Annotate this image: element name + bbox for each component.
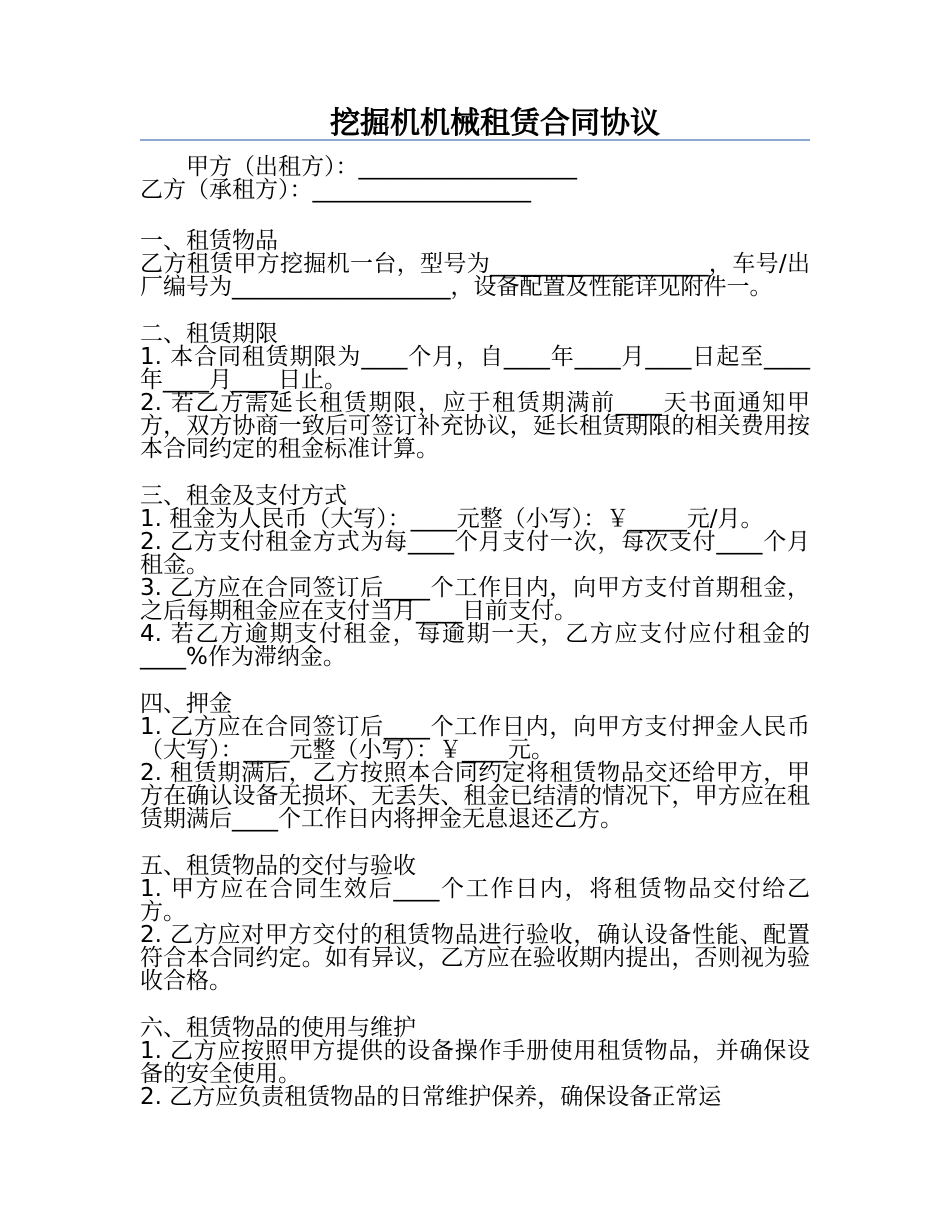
section-heading: 三、租金及支付方式 [140, 483, 347, 509]
section-paragraph: 1. 甲方应在合同生效后____个工作日内，将租赁物品交付给乙方。 [140, 876, 810, 925]
section-paragraph: 2. 租赁期满后，乙方按照本合同约定将租赁物品交还给甲方，甲方在确认设备无损坏、无丢失、租金已结清的情况下，甲方应在租赁期满后____个工作日内将押金无息退还乙方。 [140, 760, 810, 832]
section-paragraph: 2. 乙方应对甲方交付的租赁物品进行验收，确认设备性能、配置符合本合同约定。如有异议，乙方应在验收期内提出，否则视为验收合格。 [140, 922, 810, 994]
section-paragraph: 乙方租赁甲方挖掘机一台，型号为___________________，车号/出厂编号为___________________，设备配置及性能详见附件一。 [140, 251, 810, 300]
section-paragraph: 1. 租金为人民币（大写）：____元整（小写）：￥_____元/月。 [140, 506, 764, 532]
section-paragraph: 1. 乙方应在合同签订后____个工作日内，向甲方支付押金人民币（大写）：____元整（小写）：￥____元。 [140, 714, 810, 763]
section-paragraph: 1. 乙方应按照甲方提供的设备操作手册使用租赁物品，并确保设备的安全使用。 [140, 1038, 810, 1087]
section-paragraph: 3. 乙方应在合同签订后____个工作日内，向甲方支付首期租金，之后每期租金应在支付当月____日前支付。 [140, 575, 810, 624]
document-title: 挖掘机机械租赁合同协议 [330, 106, 660, 141]
section-paragraph: 2. 乙方支付租金方式为每____个月支付一次，每次支付____个月租金。 [140, 529, 810, 578]
section-heading: 六、租赁物品的使用与维护 [140, 1015, 416, 1041]
section-heading: 二、租赁期限 [140, 321, 278, 347]
section-heading: 五、租赁物品的交付与验收 [140, 853, 416, 879]
section-heading: 四、押金 [140, 691, 232, 717]
document-body [140, 156, 810, 1109]
section-paragraph: 2. 乙方应负责租赁物品的日常维护保养，确保设备正常运 [140, 1084, 722, 1110]
party-a-line: 甲方（出租方）：___________________ [186, 154, 577, 180]
section-paragraph: 4. 若乙方逾期支付租金，每逾期一天，乙方应支付应付租金的____%作为滞纳金。 [140, 621, 810, 670]
title-underline [140, 139, 810, 141]
section-paragraph: 1. 本合同租赁期限为____个月，自____年____月____日起至____年____月____日止。 [140, 344, 810, 393]
section-heading: 一、租赁物品 [140, 228, 278, 254]
party-b-line: 乙方（承租方）：___________________ [140, 177, 531, 203]
section-paragraph: 2. 若乙方需延长租赁期限，应于租赁期满前____天书面通知甲方，双方协商一致后可签订补充协议，延长租赁期限的相关费用按本合同约定的租金标准计算。 [140, 390, 810, 462]
